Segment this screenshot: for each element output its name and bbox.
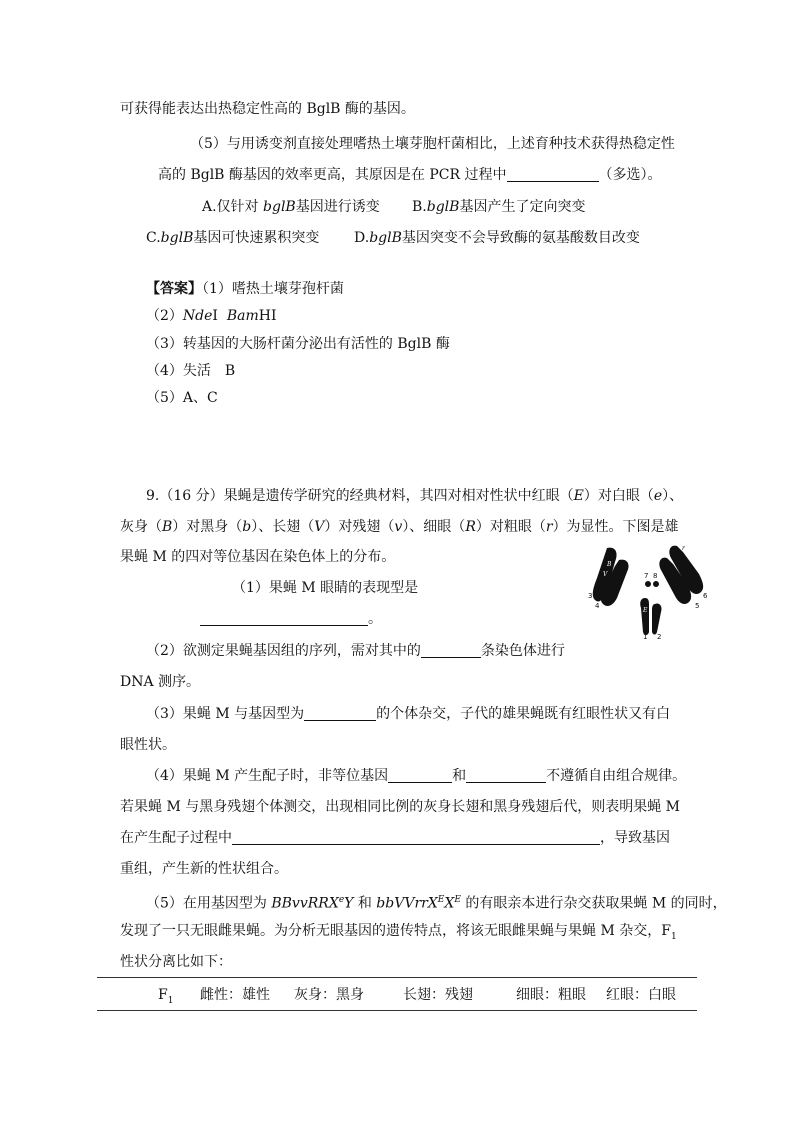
answer-blank[interactable] — [388, 768, 452, 783]
gene-symbol: E — [573, 488, 584, 504]
chromosome-7 — [645, 581, 651, 587]
text: DNA 测序。 — [120, 674, 201, 690]
figure-number-5: 5 — [695, 602, 700, 610]
answer-4 — [146, 362, 235, 380]
table-cell-eye-shape — [516, 986, 586, 1004]
option-text: 基因突变不会导致酶的氨基酸数目改变 — [401, 230, 640, 246]
answer-blank[interactable] — [421, 643, 481, 658]
subquestion-4-line-2 — [120, 798, 680, 816]
gene-name: bglB — [263, 199, 296, 215]
subquestion-4-line-3 — [120, 829, 670, 847]
option-text: 基因可快速累积突变 — [193, 230, 320, 246]
enzyme-name: Bam — [226, 308, 259, 324]
figure-number-6: 6 — [703, 592, 708, 600]
text: 高的 BglB 酶基因的效率更高，其原因是在 PCR 过程中 — [158, 167, 507, 183]
figure-number-8: 8 — [653, 572, 658, 580]
gene-label-b: B — [607, 561, 612, 568]
subquestion-1 — [232, 579, 418, 597]
enzyme-name: Nde — [182, 308, 213, 324]
text: 条染色体进行 — [480, 643, 565, 659]
text: 。 — [368, 611, 382, 627]
answer-1 — [146, 280, 344, 298]
answer-blank[interactable] — [232, 830, 600, 845]
answer-2 — [146, 307, 277, 325]
table-cell-eye-color — [606, 986, 676, 1004]
text: ）对粗眼（ — [475, 519, 546, 535]
text: 红眼：白眼 — [606, 987, 676, 1003]
table-row-head — [158, 986, 173, 1010]
text: （多选）。 — [598, 167, 662, 183]
subscript: 1 — [670, 931, 677, 942]
gene-label-e: E — [643, 607, 648, 614]
text: （4）失活 B — [146, 363, 236, 379]
option-text: 基因进行诱变 — [295, 199, 380, 215]
text: ）为显性。下图是雄 — [552, 519, 679, 535]
text: 细眼：粗眼 — [516, 987, 586, 1003]
subquestion-5-line-2 — [120, 922, 677, 946]
subquestion-1-blank — [200, 610, 382, 628]
gene-label-r-upper: R — [663, 563, 668, 570]
option-c — [146, 229, 319, 247]
answer-label: 【答案】 — [146, 281, 202, 297]
gene-symbol: v — [394, 519, 403, 535]
subquestion-4-line-4 — [120, 860, 288, 878]
figure-number-3: 3 — [588, 592, 593, 600]
text: 性状分离比如下： — [120, 954, 232, 970]
answer-blank[interactable] — [507, 167, 599, 182]
gene-symbol: V — [314, 519, 325, 535]
gene-name: bglB — [426, 199, 460, 215]
option-label: A.仅针对 — [202, 199, 264, 215]
chromosome-1 — [640, 598, 649, 635]
answer-number: （2） — [146, 308, 183, 324]
text: （3）果蝇 M 与基因型为 — [146, 706, 305, 722]
option-label: B. — [412, 199, 427, 215]
option-label: C. — [146, 230, 161, 246]
roman-numeral: Ⅰ — [212, 308, 218, 324]
text: 眼性状。 — [120, 737, 176, 753]
option-label: D. — [354, 230, 370, 246]
text: 发现了一只无眼雌果蝇。为分析无眼基因的遗传特点，将该无眼雌果蝇与果蝇 M 杂交，F — [120, 923, 671, 939]
superscript: E — [437, 895, 445, 905]
question-9-line-2 — [120, 518, 679, 536]
subquestion-2 — [146, 642, 565, 660]
text: 果蝇 M 的四对等位基因在染色体上的分布。 — [120, 549, 396, 565]
genotype: Y — [344, 895, 354, 912]
text: ）对黑身（ — [172, 519, 243, 535]
text: 若果蝇 M 与黑身残翅个体测交，出现相同比例的灰身长翅和黑身残翅后代，则表明果蝇 M — [120, 799, 681, 815]
text: （2）欲测定果蝇基因组的序列，需对其中的 — [146, 643, 421, 659]
text: ）、长翅（ — [251, 519, 315, 535]
genotype: X — [444, 895, 455, 912]
figure-number-4: 4 — [595, 602, 600, 610]
figure-number-1: 1 — [643, 633, 648, 640]
paragraph-top — [120, 100, 415, 118]
text: （5）A、C — [146, 390, 218, 406]
gene-label-r-lower: r — [682, 545, 685, 552]
text: 灰身：黑身 — [294, 987, 364, 1003]
text: F — [158, 987, 168, 1003]
text: 长翅：残翅 — [403, 987, 473, 1003]
gene-symbol: B — [162, 519, 173, 535]
text: 的有眼亲本进行杂交获取果蝇 M 的同时， — [460, 895, 727, 912]
gene-label-v: V — [603, 571, 608, 578]
question-5-line-2 — [158, 166, 662, 184]
option-d — [354, 229, 640, 247]
subquestion-2-cont — [120, 673, 200, 691]
text: 不遵循自由组合规律。 — [546, 768, 687, 784]
text: （1）果蝇 M 眼睛的表现型是 — [232, 580, 419, 596]
text: 可获得能表达出热稳定性高的 BglB 酶的基因。 — [120, 101, 415, 117]
subscript: 1 — [167, 995, 174, 1006]
gene-symbol: b — [242, 519, 252, 535]
subquestion-3 — [146, 705, 670, 723]
superscript: E — [454, 895, 461, 905]
text: 和 — [452, 768, 467, 784]
question-9-line-1 — [146, 487, 683, 505]
gene-symbol: e — [653, 488, 663, 504]
subquestion-5-line-3 — [120, 953, 232, 971]
chromosome-2 — [652, 603, 662, 634]
table-top-rule — [97, 977, 697, 978]
chromosome-8 — [653, 581, 659, 587]
text: （5）在用基因型为 — [146, 895, 272, 912]
option-a — [202, 198, 380, 216]
answer-3 — [146, 335, 450, 353]
text: ，导致基因 — [600, 830, 670, 846]
text: 9.（16 分）果蝇是遗传学研究的经典材料，其四对相对性状中红眼（ — [146, 488, 574, 504]
answer-blank[interactable] — [304, 706, 376, 721]
text: ）对白眼（ — [583, 488, 654, 504]
question-5-line-1 — [190, 135, 675, 153]
figure-number-2: 2 — [657, 633, 662, 640]
subquestion-3-cont — [120, 736, 176, 754]
subquestion-4 — [146, 767, 686, 785]
text: 重组，产生新的性状组合。 — [120, 861, 288, 877]
question-9-line-3 — [120, 548, 395, 566]
answer-blank[interactable] — [466, 768, 546, 783]
figure-number-7: 7 — [644, 572, 649, 580]
text: （1）嗜热土壤芽孢杆菌 — [202, 281, 344, 297]
answer-5 — [146, 389, 218, 407]
table-bottom-rule — [97, 1010, 697, 1011]
answer-blank[interactable] — [200, 611, 368, 626]
gene-symbol: r — [545, 519, 553, 535]
subquestion-5 — [146, 891, 727, 913]
genotype: bbVVrrX — [376, 895, 438, 912]
genotype: BBvvRRX — [271, 895, 339, 912]
text: （5）与用诱变剂直接处理嗜热土壤芽胞杆菌相比，上述育种技术获得热稳定性 — [190, 136, 675, 152]
chromosome-figure — [585, 540, 710, 640]
text: 和 — [353, 895, 377, 912]
text: 在产生配子过程中 — [120, 830, 232, 846]
superscript: e — [338, 895, 345, 905]
table-cell-body — [294, 986, 364, 1004]
text: （4）果蝇 M 产生配子时，非等位基因 — [146, 768, 389, 784]
table-cell-sex — [200, 986, 270, 1004]
text: 雌性：雄性 — [200, 987, 270, 1003]
text: ）对残翅（ — [324, 519, 395, 535]
text: ）、细眼（ — [402, 519, 466, 535]
gene-name: bglB — [160, 230, 194, 246]
text: 灰身（ — [120, 519, 162, 535]
gene-name: bglB — [369, 230, 402, 246]
text: （3）转基因的大肠杆菌分泌出有活性的 BglB 酶 — [146, 336, 450, 352]
text: ）、 — [662, 488, 684, 504]
table-cell-wing — [403, 986, 473, 1004]
roman-numeral: HⅠ — [258, 308, 277, 324]
option-b — [412, 198, 585, 216]
text: 的个体杂交，子代的雄果蝇既有红眼性状又有白 — [376, 706, 671, 722]
option-text: 基因产生了定向突变 — [459, 199, 586, 215]
gene-symbol: R — [465, 519, 476, 535]
